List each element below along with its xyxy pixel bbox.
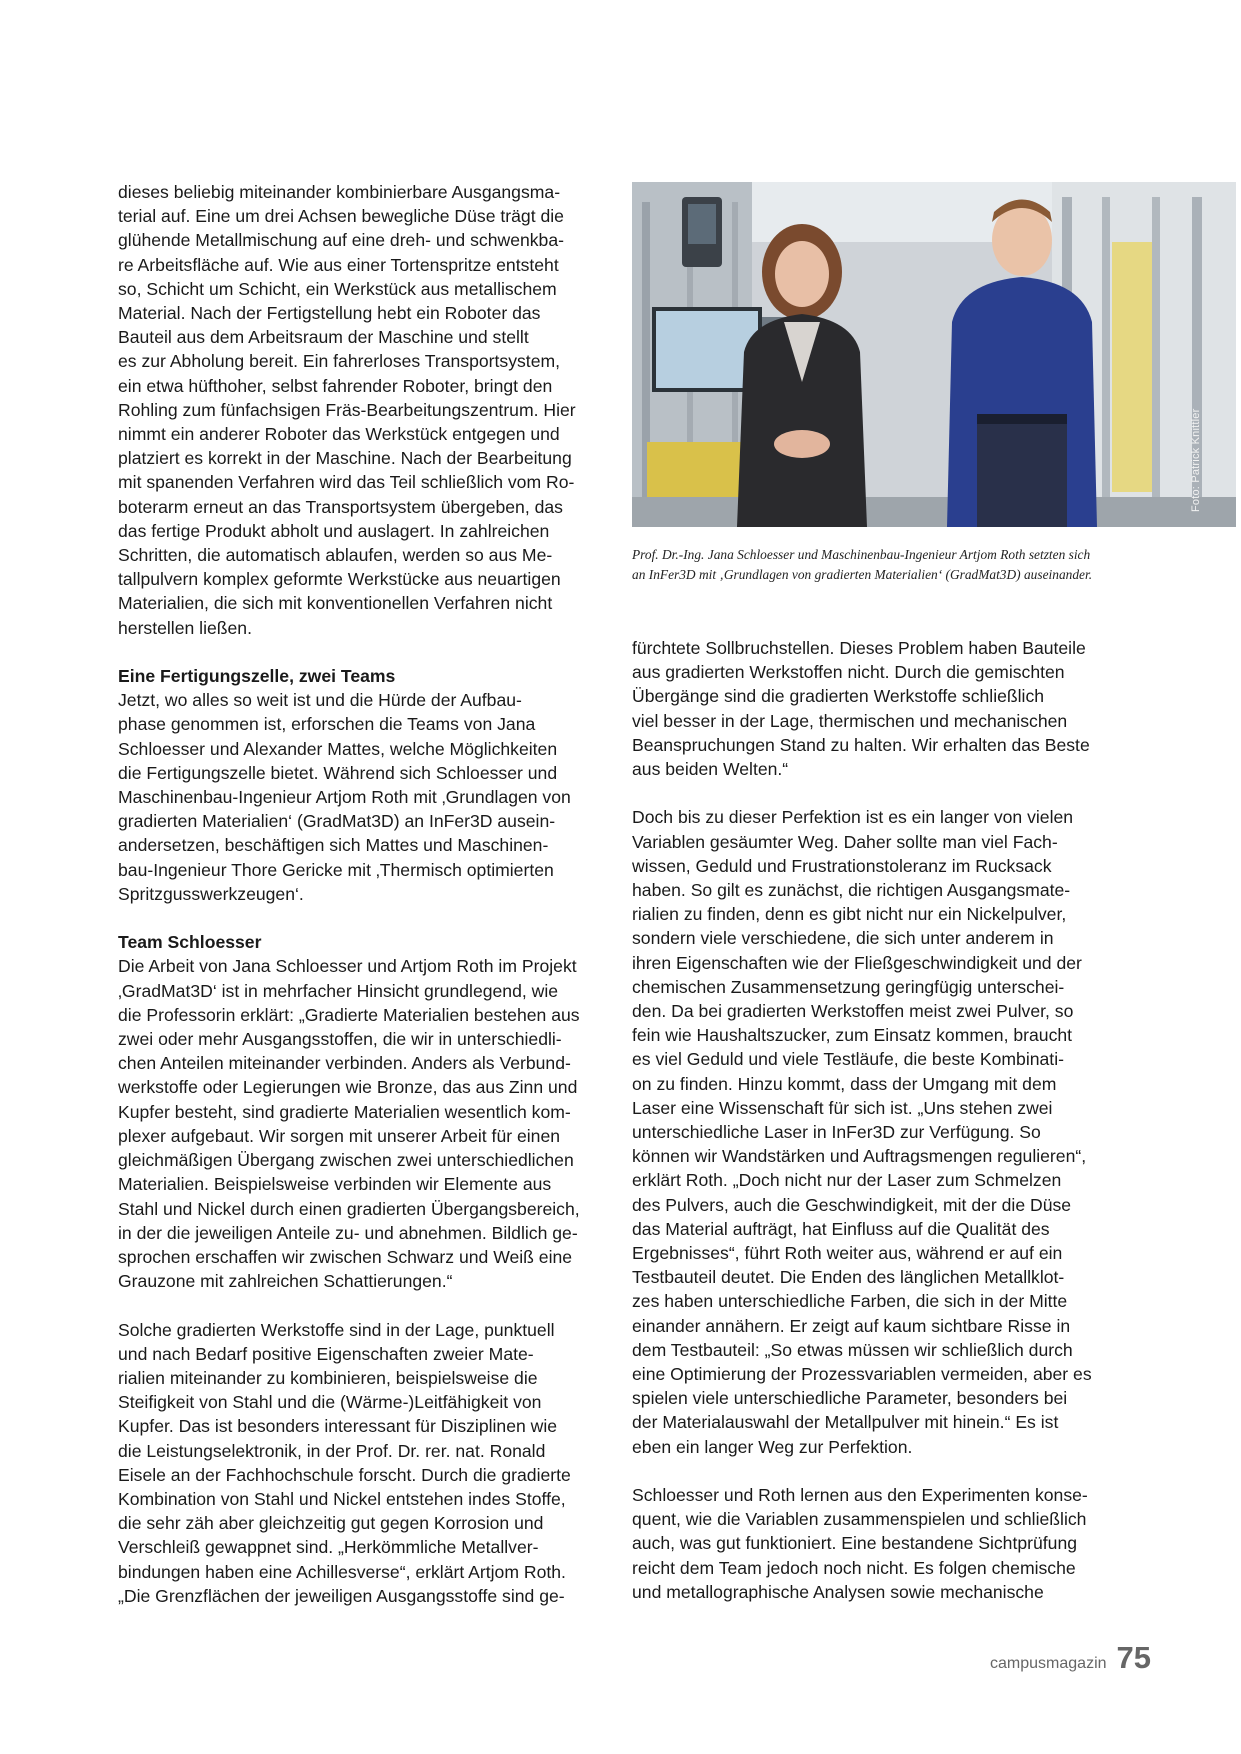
magazine-name: campusmagazin <box>990 1655 1107 1672</box>
page-footer <box>990 1640 1151 1676</box>
paragraph: Solche gradierten Werkstoffe sind in der Lage, punktuell und nach Bedarf positive Eigenschaften zweier Mate- rialien miteinander zu kombinieren, beispielsweise die Steifigkeit von Stahl und die (Wärme-)Leitfähigkeit von Kupfer. Das ist besonders interessant für Disziplinen wie die Leistungselektronik, in der Prof. Dr. rer. nat. Ronald Eisele an der Fachhochschule forscht. Durch die gradierte Kombination von Stahl und Nickel entstehen indes Stoffe, die sehr zäh aber gleichzeitig gut gegen Korrosion und Verschleiß gewappnet sind. „Herkömmliche Metallver- bindungen haben eine Achillesverse“, erklärt Artjom Roth. „Die Grenzflächen der jeweiligen Ausgangsstoffe sind ge- <box>118 1319 571 1606</box>
photo-caption <box>632 545 1192 585</box>
left-column <box>118 180 603 1608</box>
photo-researchers <box>632 182 1236 527</box>
right-column <box>632 636 1122 1604</box>
section-heading: Eine Fertigungszelle, zwei Teams <box>118 666 396 687</box>
photo-credit: Foto: Patrick Knittler <box>1190 408 1202 512</box>
paragraph: Die Arbeit von Jana Schloesser und Artjom Roth im Projekt ‚GradMat3D‘ ist in mehrfacher Hinsicht grundlegend, wie die Professorin erklärt: „Gradierte Materialien bestehen aus zwei oder mehr Ausgangsstoffen, die wir in unterschiedli- chen Anteilen miteinander verbinden. Anders als Verbund- werkstoffe oder Legierungen wie Bronze, das aus Zinn und Kupfer besteht, sind gradierte Materialien wesentlich kom- plexer aufgebaut. Wir sorgen mit unserer Arbeit für einen gleichmäßigen Übergang zwischen zwei unterschiedlichen Materialien. Beispielsweise verbinden wir Elemente aus Stahl und Nickel durch einen gradierten Übergangsbereich, in der die jeweiligen Anteile zu- und abnehmen. Bildlich ge- sprochen erschaffen wir zwischen Schwarz und Weiß eine Grauzone mit zahlreichen Schattierungen.“ <box>118 956 580 1292</box>
page-number: 75 <box>1116 1640 1151 1675</box>
section-heading: Team Schloesser <box>118 932 262 953</box>
paragraph: fürchtete Sollbruchstellen. Dieses Problem haben Bauteile aus gradierten Werkstoffen nicht. Durch die gemischten Übergänge sind die gradierten Werkstoffe schließlich viel besser in der Lage, thermischen und mechanischen Beanspruchungen Stand zu halten. Wir erhalten das Beste aus beiden Welten.“ <box>632 638 1090 780</box>
paragraph: Schloesser und Roth lernen aus den Experimenten konse- quent, wie die Variablen zusammenspielen und schließlich auch, was gut funktioniert. Eine bestandene Sichtprüfung reicht dem Team jedoch noch nicht. Es folgen chemische und metallographische Analysen sowie mechanische <box>632 1485 1088 1602</box>
paragraph: Doch bis zu dieser Perfektion ist es ein langer von vielen Variablen gesäumter Weg. Daher sollte man viel Fach- wissen, Geduld und Frustrationstoleranz im Rucksack haben. So gilt es zunächst, die richtigen Ausgangsmate- rialien zu finden, denn es gibt nicht nur ein Nickelpulver, sondern viele verschiedene, die sich unter anderem in ihren Eigenschaften wie der Fließgeschwindigkeit und der chemischen Zusammensetzung geringfügig unterschei- den. Da bei gradierten Werkstoffen meist zwei Pulver, so fein wie Haushaltszucker, zum Einsatz kommen, braucht es viel Geduld und viele Testläufe, die beste Kombinati- on zu finden. Hinzu kommt, dass der Umgang mit dem Laser eine Wissenschaft für sich ist. „Uns stehen zwei unterschiedliche Laser in InFer3D zur Verfügung. So können wir Wandstärken und Auftragsmengen regulieren“, erklärt Roth. „Doch nicht nur der Laser zum Schmelzen des Pulvers, auch die Geschwindigkeit, mit der die Düse das Material aufträgt, hat Einfluss auf die Qualität des Ergebnisses“, führt Roth weiter aus, während er auf ein Testbauteil deutet. Die Enden des länglichen Metallklot- zes haben unterschiedliche Farben, die sich in der Mitte einander annähern. Er zeigt auf kaum sichtbare Risse in dem Testbauteil: „So etwas müssen wir schließlich durch eine Optimierung der Prozessvariablen vermeiden, aber es spielen viele unterschiedliche Parameter, besonders bei der Materialauswahl der Metallpulver mit hinein.“ Es ist eben ein langer Weg zur Perfektion. <box>632 807 1092 1457</box>
paragraph: Jetzt, wo alles so weit ist und die Hürde der Aufbau- phase genommen ist, erforschen die Teams von Jana Schloesser und Alexander Mattes, welche Möglichkeiten die Fertigungszelle bietet. Während sich Schloesser und Maschinenbau-Ingenieur Artjom Roth mit ‚Grundlagen von gradierten Materialien‘ (GradMat3D) an InFer3D ausein- andersetzen, beschäftigen sich Mattes und Maschinen- bau-Ingenieur Thore Gericke mit ‚Thermisch optimierten Spritzgusswerkzeugen‘. <box>118 690 571 904</box>
caption-text: Prof. Dr.-Ing. Jana Schloesser und Maschinenbau-Ingenieur Artjom Roth setzten sich an InFer3D mit ‚Grundlagen von gradierten Materialien‘ (GradMat3D) auseinander. <box>632 547 1093 582</box>
paragraph: dieses beliebig miteinander kombinierbare Ausgangsma- terial auf. Eine um drei Achsen bewegliche Düse trägt die glühende Metallmischung auf eine dreh- und schwenkba- re Arbeitsfläche auf. Wie aus einer Tortenspritze entsteht so, Schicht um Schicht, ein Werkstück aus metallischem Material. Nach der Fertigstellung hebt ein Roboter das Bauteil aus dem Arbeitsraum der Maschine und stellt es zur Abholung bereit. Ein fahrerloses Transportsystem, ein etwa hüfthoher, selbst fahrender Roboter, bringt den Rohling zum fünfachsigen Fräs-Bearbeitungszentrum. Hier nimmt ein anderer Roboter das Werkstück entgegen und platziert es korrekt in der Maschine. Nach der Bearbeitung mit spanenden Verfahren wird das Teil schließlich vom Ro- boterarm erneut an das Transportsystem übergeben, das das fertige Produkt abholt und auslagert. In zahlreichen Schritten, die automatisch ablaufen, werden so aus Me- tallpulvern komplex geformte Werkstücke aus neuartigen Materialien, die sich mit konventionellen Verfahren nicht herstellen ließen. <box>118 182 576 638</box>
